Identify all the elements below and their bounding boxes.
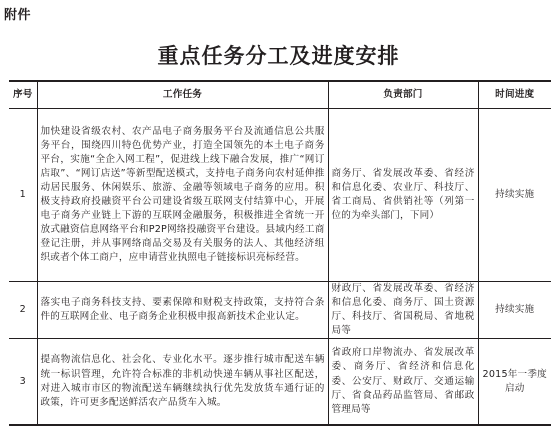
table-row [9, 282, 551, 339]
header-no: 序号 [9, 81, 37, 109]
table-header-row [9, 81, 551, 109]
table-row [9, 339, 551, 425]
row-time: 持续实施 [478, 282, 551, 339]
row-number: 3 [9, 339, 37, 425]
header-time: 时间进度 [478, 81, 551, 109]
row-number: 2 [9, 282, 37, 339]
row-number: 1 [9, 109, 37, 282]
page-title: 重点任务分工及进度安排 [157, 44, 400, 68]
row-task: 加快建设省级农村、农产品电子商务服务平台及流通信息公共服务平台，围绕四川特色优势产业，打造全国领先的本土电子商务平台，实施“全企入网工程”，促进线上线下融合发展，推广“网订店取”、“网订店送”等新型配送模式，支持电子商务向农村延伸推动居民服务、休闲娱乐、旅游、金融等领域电子商务的应用。积极支持政府投融资平台公司建设省级互联网支付结算中心，开展电子商务产业链上下游的互联网金融服务，积极推进全省统一开放式融资信息网络平台和P2P网络投融资平台建设。县域内经工商登记注册，并从事网络商品交易及有关服务的法人、其他经济组织或者个体工商户，应申请营业执照电子链接标识亮标经营。 [37, 109, 328, 282]
row-task: 落实电子商务科技支持、要素保障和财税支持政策，支持符合条件的互联网企业、电子商务企业积极申报高新技术企业认定。 [37, 282, 328, 339]
table-row [9, 109, 551, 282]
header-dept: 负责部门 [328, 81, 478, 109]
row-dept: 财政厅、省发展改革委、省经济和信息化委、商务厅、国土资源厅、科技厅、省国税局、省地税局等 [328, 282, 478, 339]
attachment-label: 附件 [4, 8, 32, 23]
header-task: 工作任务 [37, 81, 328, 109]
row-dept: 省政府口岸物流办、省发展改革委、商务厅、省经济和信息化委、公安厅、财政厅、交通运输厅、省食品药品监管局、省邮政管理局等 [328, 339, 478, 425]
task-table [9, 80, 551, 426]
row-time: 持续实施 [478, 109, 551, 282]
row-time: 2015年一季度启动 [478, 339, 551, 425]
row-dept: 商务厅、省发展改革委、省经济和信息化委、农业厅、科技厅、省工商局、省供销社等（列第一位的为牵头部门，下同） [328, 109, 478, 282]
row-task: 提高物流信息化、社会化、专业化水平。逐步推行城市配送车辆统一标识管理，允许符合标准的非机动快递车辆从事社区配送，对进入城市市区的物流配送车辆继续执行优先发放货车通行证的政策，许可更多配送鲜活农产品货车入城。 [37, 339, 328, 425]
